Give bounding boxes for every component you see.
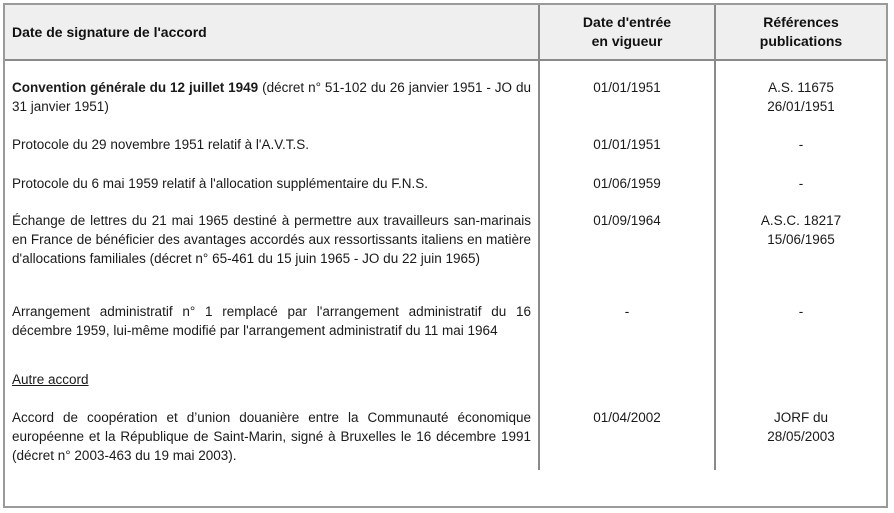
ref-line1: A.S.C. 18217 xyxy=(760,213,842,228)
ref-cell: - xyxy=(715,118,886,157)
agreement-cell: Arrangement administratif n° 1 remplacé par l'arrangement administratif du 16 décembre 1959, lui-même modifié par l'arrangement administratif du 11 mai 1964 xyxy=(12,304,531,338)
table-row xyxy=(5,392,886,470)
agreement-cell: Protocole du 6 mai 1959 relatif à l'allocation supplémentaire du F.N.S. xyxy=(12,176,429,191)
header-publication-refs xyxy=(715,5,886,60)
ref-cell xyxy=(715,60,886,118)
ref-cell xyxy=(715,392,886,470)
empty-cell xyxy=(715,359,886,392)
ref-line1: JORF du xyxy=(773,410,828,425)
entry-date-cell: 01/01/1951 xyxy=(539,60,715,118)
header-entry-date-line1: Date d'entrée xyxy=(582,14,672,30)
section-label: Autre accord xyxy=(12,372,89,387)
ref-cell: - xyxy=(715,157,886,196)
agreement-cell: Échange de lettres du 21 mai 1965 destiné à permettre aux travailleurs san-marinais en France de bénéficier des avantages accordés aux ressortissants italiens en matière d'allocations familiales (décret n° 65-461 du 15 juin 1965 - JO du 22 juin 1965) xyxy=(12,213,531,266)
ref-line2: 28/05/2003 xyxy=(767,429,835,444)
table-row xyxy=(5,196,886,287)
table-row xyxy=(5,60,886,118)
table-row xyxy=(5,118,886,157)
ref-line2: 26/01/1951 xyxy=(767,99,835,114)
ref-line1: A.S. 11675 xyxy=(768,80,834,95)
agreement-cell: Protocole du 29 novembre 1951 relatif à l'A.V.T.S. xyxy=(12,137,310,152)
header-refs-line1: Références xyxy=(763,14,839,30)
ref-line2: 15/06/1965 xyxy=(767,232,835,247)
agreements-table xyxy=(5,5,886,470)
table-header-row xyxy=(5,5,886,60)
entry-date-cell: 01/01/1951 xyxy=(539,118,715,157)
agreement-title-bold: Convention générale du 12 juillet 1949 xyxy=(12,80,259,95)
agreement-title-rest: (décret n° 51-102 du 26 janvier 1951 - JO du 31 janvier 1951) xyxy=(12,80,532,114)
table-row xyxy=(5,157,886,196)
entry-date-cell: 01/09/1964 xyxy=(539,196,715,287)
empty-cell xyxy=(539,359,715,392)
header-entry-date-line2: en vigueur xyxy=(591,33,663,49)
agreement-cell xyxy=(5,60,539,118)
table-row xyxy=(5,287,886,359)
entry-date-cell: - xyxy=(539,287,715,359)
ref-cell: - xyxy=(715,287,886,359)
header-entry-date xyxy=(539,5,715,60)
header-signature-date: Date de signature de l'accord xyxy=(5,5,539,60)
ref-cell xyxy=(715,196,886,287)
agreement-cell: Accord de coopération et d’union douanière entre la Communauté économique européenne et la République de Saint-Marin, signé à Bruxelles le 16 décembre 1991 (décret n° 2003-463 du 19 mai 2003). xyxy=(12,410,531,463)
agreements-table-frame xyxy=(3,3,888,508)
entry-date-cell: 01/04/2002 xyxy=(539,392,715,470)
header-refs-line2: publications xyxy=(759,33,843,49)
section-label-cell xyxy=(5,359,539,392)
table-row xyxy=(5,359,886,392)
entry-date-cell: 01/06/1959 xyxy=(539,157,715,196)
